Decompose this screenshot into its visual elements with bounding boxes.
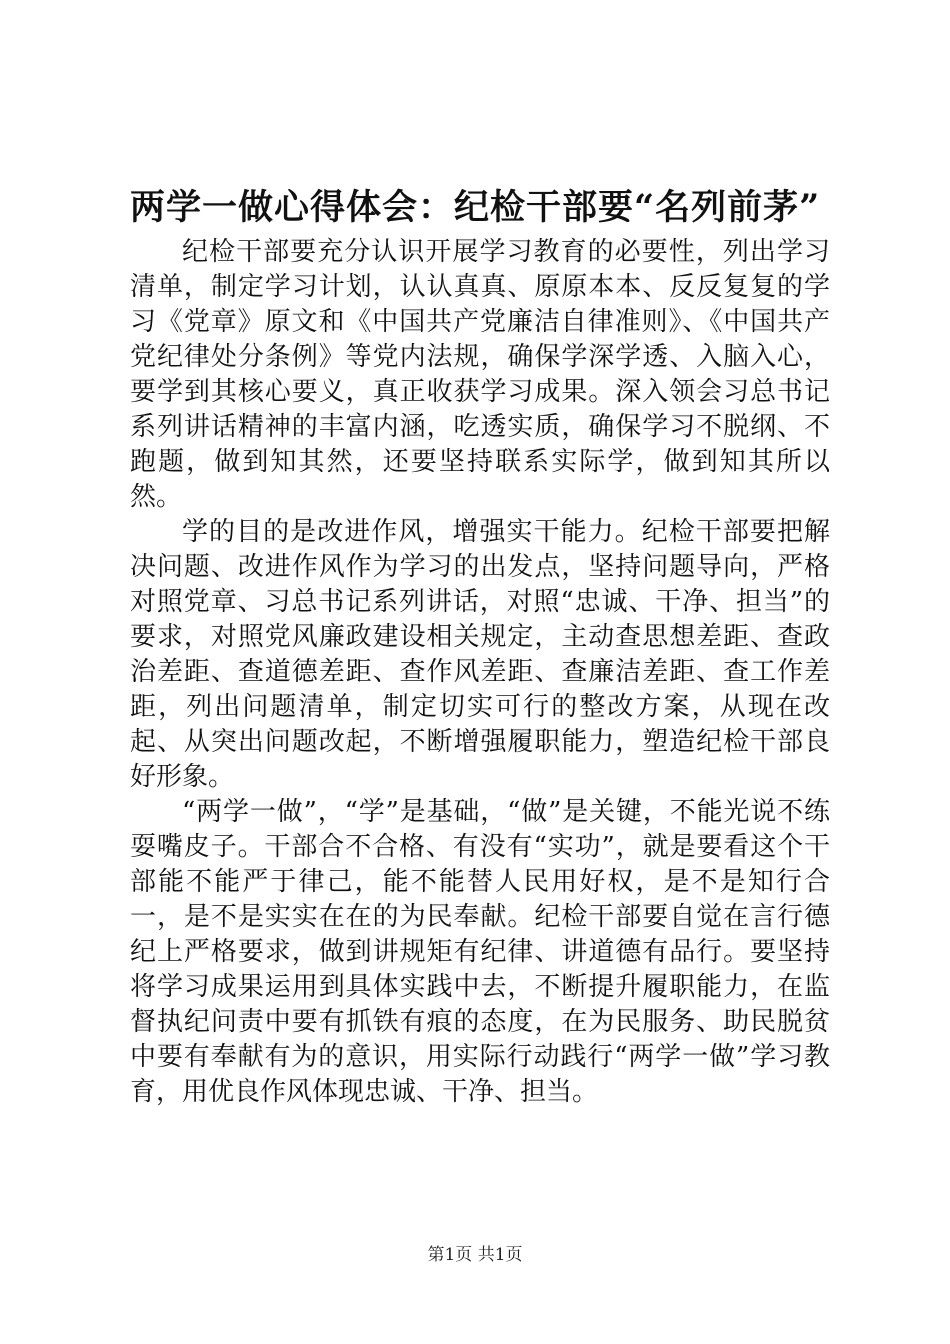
document-title: 两学一做心得体会：纪检干部要“名列前茅” [130, 187, 821, 228]
paragraph-1: 纪检干部要充分认识开展学习教育的必要性，列出学习清单，制定学习计划，认认真真、原原本本、反反复复的学习《党章》原文和《中国共产党廉洁自律准则》、《中国共产党纪律处分条例》等党内法规，确保学深学透、入脑入心，要学到其核心要义，真正收获学习成果。深入领会习总书记系列讲话精神的丰富内涵，吃透实质，确保学习不脱纲、不跑题，做到知其然，还要坚持联系实际学，做到知其所以然。 [130, 237, 830, 512]
paragraph-3: “两学一做”，“学”是基础，“做”是关键，不能光说不练耍嘴皮子。干部合不合格、有没有“实功”，就是要看这个干部能不能严于律己，能不能替人民用好权，是不是知行合一，是不是实实在在的为民奉献。纪检干部要自觉在言行德纪上严格要求，做到讲规矩有纪律、讲道德有品行。要坚持将学习成果运用到具体实践中去，不断提升履职能力，在监督执纪问责中要有抓铁有痕的态度，在为民服务、助民脱贫中要有奉献有为的意识，用实际行动践行“两学一做”学习教育，用优良作风体现忠诚、干净、担当。 [130, 797, 830, 1107]
paragraph-2: 学的目的是改进作风，增强实干能力。纪检干部要把解决问题、改进作风作为学习的出发点，坚持问题导向，严格对照党章、习总书记系列讲话，对照“忠诚、干净、担当”的要求，对照党风廉政建设相关规定，主动查思想差距、查政治差距、查道德差距、查作风差距、查廉洁差距、查工作差距，列出问题清单，制定切实可行的整改方案，从现在改起、从突出问题改起，不断增强履职能力，塑造纪检干部良好形象。 [130, 517, 830, 792]
document-body [130, 235, 830, 1110]
page-footer: 第1页 共1页 [427, 1245, 523, 1265]
